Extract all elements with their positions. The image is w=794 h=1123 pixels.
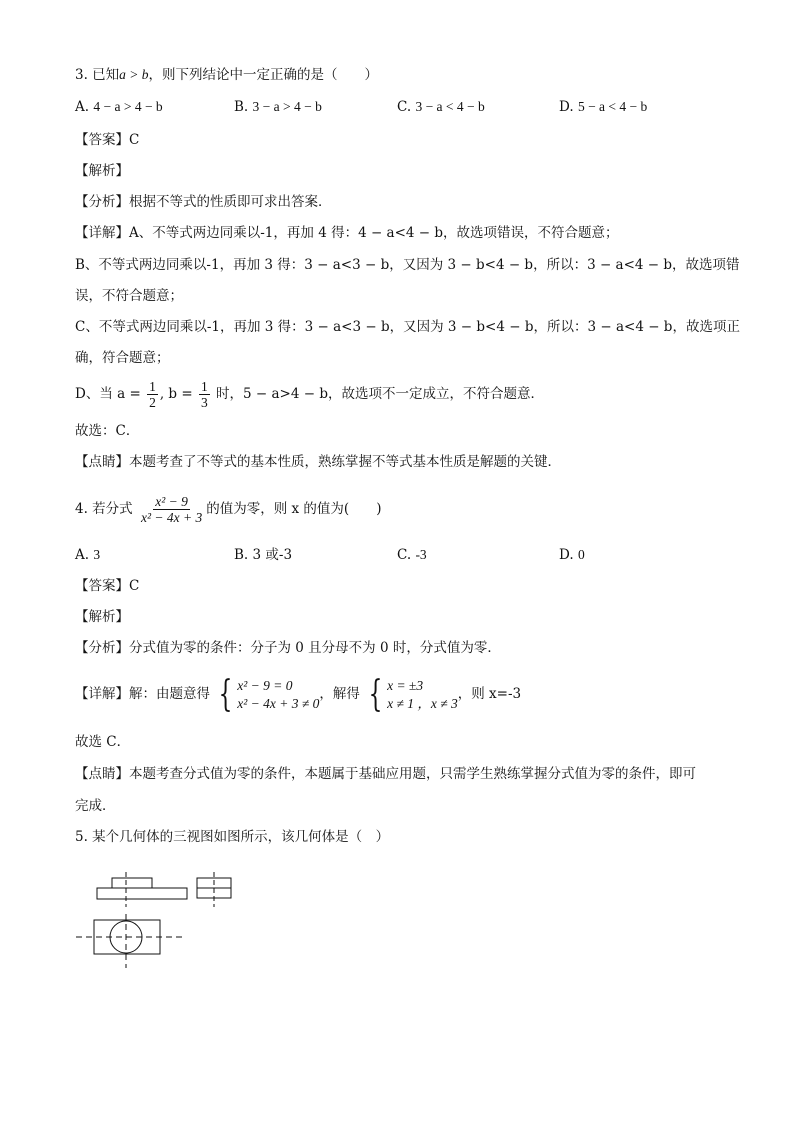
three-view-diagram <box>70 862 270 972</box>
q3-xiangjie-a: 【详解】A、不等式两边同乘以-1，再加 4 得：4 − a<4 − b，故选项错误，不符合题意； <box>75 225 619 241</box>
q3-option-b-explanation-cont: 误，不符合题意； <box>75 288 183 304</box>
q3-stem-pre: 3. 已知 <box>75 67 120 83</box>
q4-stem: 4. 若分式 $\frac{\text{x² − 9}}{\text{x² − 4x + 3}}$ 的值为零，则 x 的值为( ) <box>75 494 382 525</box>
q3-option-b-explanation: B、不等式两边同乘以-1，再加 3 得：3 − a<3 − b，又因为 3 − b<4 − b，所以：3 − a<4 − b，故选项错 <box>75 257 740 273</box>
q4-option-c: C. -3 <box>397 547 427 563</box>
fraction-one-third: $\frac{1}{3}$ <box>200 379 208 410</box>
q4-fenxi: 【分析】分式值为零的条件：分子为 0 且分母不为 0 时，分式值为零． <box>75 640 501 656</box>
q4-xiangjie: 【详解】解：由题意得 { x² − 9 = 0 x² − 4x + 3 ≠ 0 ，解得 { x = ±3 x ≠ 1 ，x ≠ 3 ，则 x=-3 <box>75 673 522 715</box>
q3-option-c: C. 3 − a < 4 − b <box>397 99 485 115</box>
q3-option-d: D. 5 − a < 4 − b <box>559 99 648 115</box>
q3-answer: 【答案】C <box>75 132 140 148</box>
q4-option-b: B. 3 或-3 <box>234 547 293 563</box>
q3-option-c-explanation-cont: 确，符合题意； <box>75 350 170 366</box>
q3-option-d-explanation: D、当 a = $\frac{1}{2}$ , b = $\frac{1}{3}$ 时，5 − a>4 − b，故选项不一定成立，不符合题意． <box>75 379 544 410</box>
q4-fraction: $\frac{\text{x² − 9}}{\text{x² − 4x + 3}}$ <box>140 494 203 525</box>
front-view-base <box>97 888 187 899</box>
q4-analysis-label: 【解析】 <box>75 609 129 625</box>
q3-option-a: A. 4 − a > 4 − b <box>75 99 163 115</box>
q3-stem <box>75 66 378 84</box>
q4-answer: 【答案】C <box>75 578 140 594</box>
q3-option-b: B. 3 − a > 4 − b <box>234 99 322 115</box>
equation-system-2: { x = ±3 x ≠ 1 ，x ≠ 3 <box>368 673 458 715</box>
q3-analysis-label: 【解析】 <box>75 163 129 179</box>
q3-option-c-explanation: C、不等式两边同乘以-1，再加 3 得：3 − a<3 − b，又因为 3 − b<4 − b，所以：3 − a<4 − b，故选项正 <box>75 319 740 335</box>
q4-option-a: A. 3 <box>75 547 101 563</box>
fraction-one-half: $\frac{1}{2}$ <box>149 379 156 410</box>
q3-stem-post: ，则下列结论中一定正确的是（ ） <box>148 67 379 83</box>
q4-option-d: D. 0 <box>559 547 585 563</box>
front-view-top <box>112 878 152 888</box>
q3-dianjing: 【点睛】本题考查了不等式的基本性质，熟练掌握不等式基本性质是解题的关键． <box>75 454 561 470</box>
q4-dianjing-cont: 完成． <box>75 798 116 814</box>
q4-choose: 故选 C． <box>75 734 131 750</box>
equation-system-1: { x² − 9 = 0 x² − 4x + 3 ≠ 0 <box>218 673 320 715</box>
q3-stem-condition: a > b <box>119 67 149 82</box>
q3-fenxi: 【分析】根据不等式的性质即可求出答案． <box>75 194 332 210</box>
q3-choose: 故选：C． <box>75 423 140 439</box>
q5-stem: 5. 某个几何体的三视图如图所示，该几何体是（ ） <box>75 829 390 845</box>
q4-dianjing: 【点睛】本题考查分式值为零的条件，本题属于基础应用题，只需学生熟练掌握分式值为零的条件，即可 <box>75 766 696 782</box>
